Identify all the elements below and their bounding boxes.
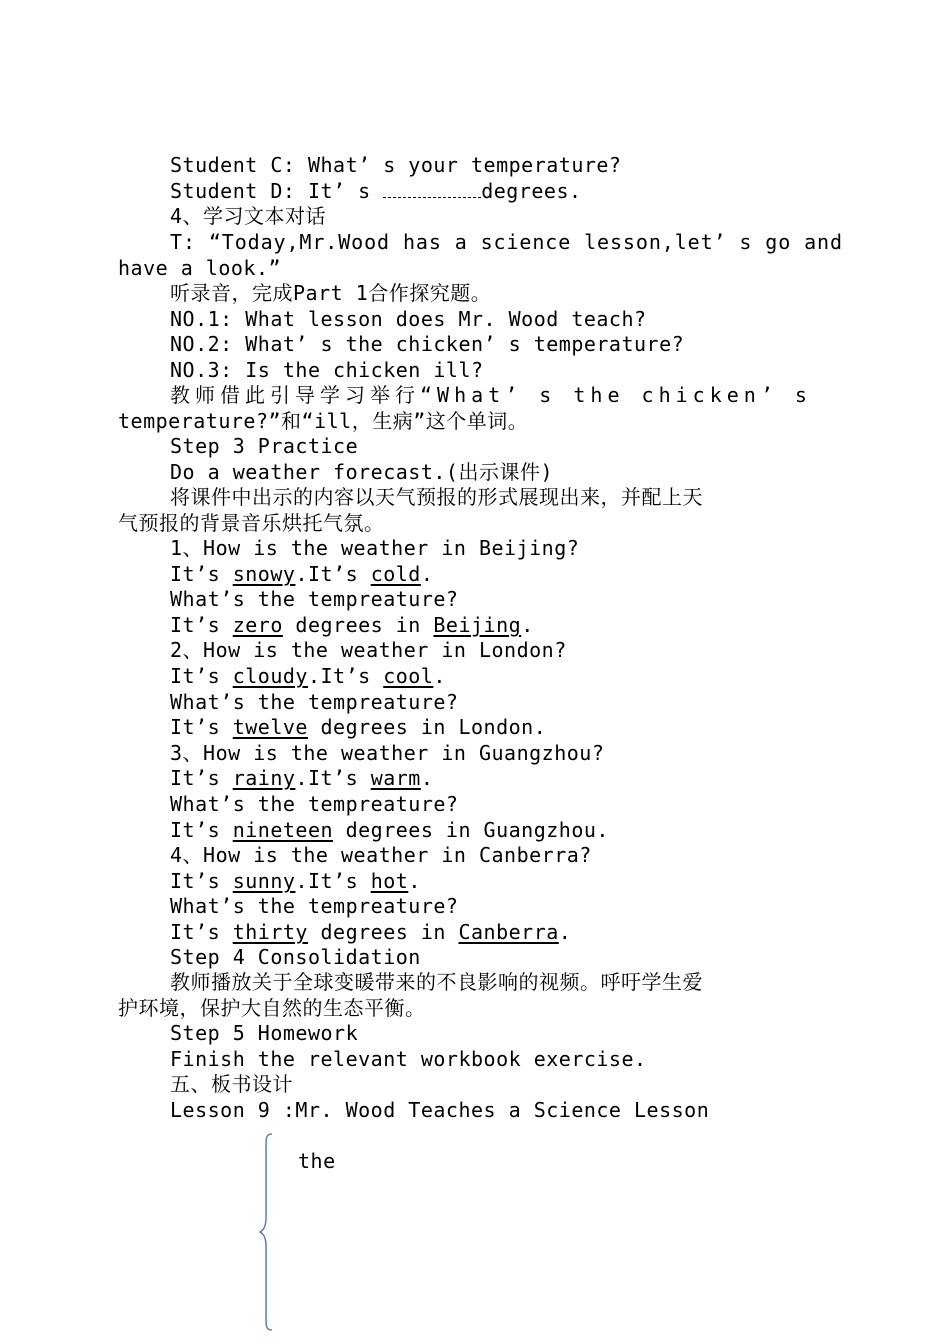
question-2: NO.2: What’ s the chicken’ s temperature? (170, 332, 685, 356)
temperature-question: What’s the tempreature? (170, 587, 459, 611)
board-word: the (298, 1149, 336, 1173)
listening-instruction: 听录音，完成Part 1合作探究题。 (170, 281, 492, 305)
step5-task: Finish the relevant workbook exercise. (170, 1047, 647, 1071)
degree-word: zero (232, 613, 283, 637)
feeling-word: hot (370, 869, 409, 893)
answer-blank (383, 196, 481, 198)
city-name: Guangzhou (483, 818, 597, 842)
guide-line-2: temperature?”和“ill，生病”这个单词。 (118, 409, 529, 433)
section5-heading: 五、板书设计 (170, 1072, 293, 1096)
board-title: Lesson 9 :Mr. Wood Teaches a Science Lesson (170, 1098, 710, 1122)
curly-brace (258, 1132, 278, 1332)
weather-question: 4、How is the weather in Canberra? (170, 843, 592, 867)
feeling-word: warm (370, 766, 421, 790)
weather-answer: It’s rainy.It’s warm. (170, 766, 434, 790)
step4-heading: Step 4 Consolidation (170, 945, 421, 969)
section4-heading: 4、学习文本对话 (170, 204, 327, 228)
temperature-answer: It’s zero degrees in Beijing. (170, 613, 534, 637)
temperature-answer: It’s twelve degrees in London. (170, 715, 547, 739)
step3-desc-line-1: 将课件中出示的内容以天气预报的形式展现出来，并配上天 (170, 485, 703, 509)
weather-word: rainy (232, 766, 296, 790)
city-name: London (458, 715, 534, 739)
step3-task: Do a weather forecast.(出示课件) (170, 460, 553, 484)
degree-word: thirty (232, 920, 308, 944)
temperature-answer: It’s thirty degrees in Canberra. (170, 920, 572, 944)
step4-line-2: 护环境，保护大自然的生态平衡。 (118, 996, 426, 1020)
city-name: Canberra (458, 920, 559, 944)
weather-word: cloudy (232, 664, 308, 688)
step3-heading: Step 3 Practice (170, 434, 359, 458)
step5-heading: Step 5 Homework (170, 1021, 359, 1045)
temperature-question: What’s the tempreature? (170, 690, 459, 714)
weather-question: 3、How is the weather in Guangzhou? (170, 741, 605, 765)
temperature-question: What’s the tempreature? (170, 792, 459, 816)
weather-question: 1、How is the weather in Beijing? (170, 536, 580, 560)
question-1: NO.1: What lesson does Mr. Wood teach? (170, 307, 647, 331)
dialogue-student-c: Student C: What’ s your temperature? (170, 153, 622, 177)
dialogue-student-d: Student D: It’ s degrees. (170, 179, 582, 203)
weather-answer: It’s cloudy.It’s cool. (170, 664, 446, 688)
temperature-question: What’s the tempreature? (170, 894, 459, 918)
teacher-line-1: T: “Today,Mr.Wood has a science lesson,let’ s go and (170, 230, 843, 254)
city-name: Beijing (433, 613, 522, 637)
weather-word: sunny (232, 869, 296, 893)
degree-word: nineteen (232, 818, 334, 842)
guide-line-1: 教师借此引导学习举行“What’ s the chicken’ s (170, 383, 812, 407)
question-3: NO.3: Is the chicken ill? (170, 358, 484, 382)
weather-question: 2、How is the weather in London? (170, 638, 567, 662)
weather-word: snowy (232, 562, 296, 586)
step3-desc-line-2: 气预报的背景音乐烘托气氛。 (118, 511, 385, 535)
teacher-line-2: have a look.” (118, 256, 282, 280)
weather-answer: It’s snowy.It’s cold. (170, 562, 434, 586)
step4-line-1: 教师播放关于全球变暖带来的不良影响的视频。呼吁学生爱 (170, 970, 703, 994)
weather-answer: It’s sunny.It’s hot. (170, 869, 421, 893)
temperature-answer: It’s nineteen degrees in Guangzhou. (170, 818, 609, 842)
degree-word: twelve (232, 715, 308, 739)
feeling-word: cool (383, 664, 434, 688)
feeling-word: cold (370, 562, 421, 586)
